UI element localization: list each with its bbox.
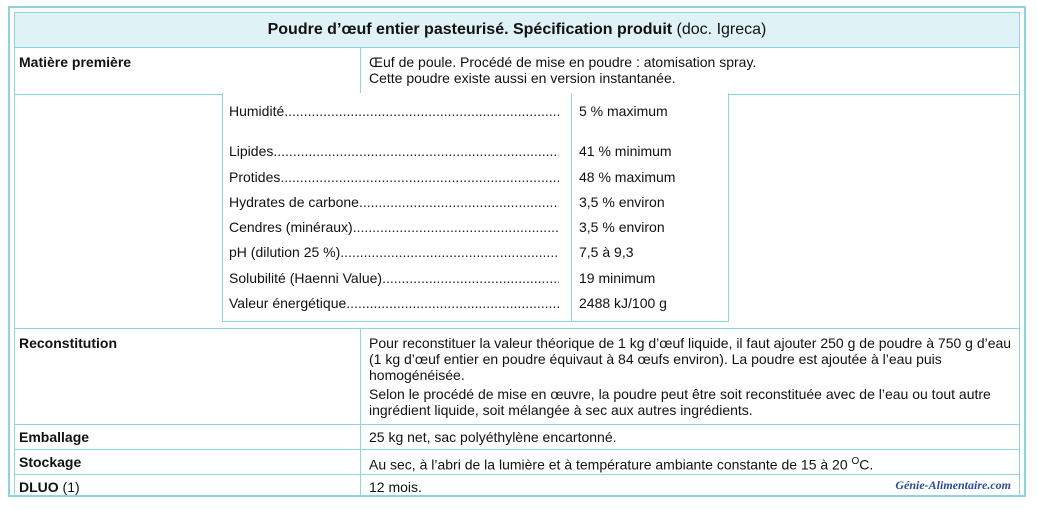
- spec-name: Cendres (minéraux) .....: [229, 217, 559, 237]
- spec-name: Lipides .....: [229, 141, 559, 161]
- spec-row-solubilite: [223, 268, 730, 288]
- spec-value: 7,5 à 9,3: [579, 244, 634, 260]
- title-bar: [14, 12, 1020, 48]
- stockage-label: Stockage: [15, 450, 361, 474]
- composition-table: [222, 93, 729, 322]
- spec-name: pH (dilution 25 %) .....: [229, 242, 559, 262]
- title-source: (doc. Igreca): [672, 21, 767, 38]
- spec-name: Protides .....: [229, 167, 559, 187]
- matiere-line-1: Œuf de poule. Procédé de mise en poudre : atomisation spray.: [369, 54, 757, 70]
- spec-row-cendres: [223, 217, 730, 237]
- title-main: Poudre d’œuf entier pasteurisé. Spécification produit: [267, 21, 673, 38]
- spec-value: 5 % maximum: [579, 103, 668, 119]
- dluo-label-bold: DLUO: [19, 479, 59, 495]
- row-stockage: [14, 450, 1020, 475]
- spec-value: 2488 kJ/100 g: [579, 295, 667, 311]
- dluo-label-note: (1): [58, 479, 80, 495]
- spec-row-protides: [223, 167, 730, 187]
- spec-name: Solubilité (Haenni Value) .....: [229, 268, 559, 288]
- spec-row-lipides: [223, 141, 730, 161]
- matiere-label: Matière première: [15, 48, 361, 94]
- spec-value: 19 minimum: [579, 270, 656, 286]
- spec-row-humidite: [223, 101, 730, 121]
- spec-row-hydrates: [223, 192, 730, 212]
- reconstitution-paragraph-2: Selon le procédé de mise en œuvre, la poudre peut être soit reconstituée avec de l’eau ou tout autre ingrédient liquide, soit mélangée à sec aux autres ingrédients.: [369, 386, 991, 418]
- spec-sheet: [8, 6, 1026, 497]
- spec-row-energie: [223, 293, 730, 313]
- spec-value: 3,5 % environ: [579, 219, 665, 235]
- spec-name: Valeur énergétique .....: [229, 293, 559, 313]
- reconstitution-value: [361, 329, 1019, 424]
- dluo-label: [15, 475, 361, 495]
- emballage-label: Emballage: [15, 425, 361, 449]
- reconstitution-label: Reconstitution: [15, 329, 361, 424]
- row-reconstitution: [14, 329, 1020, 425]
- matiere-value: [361, 48, 1019, 94]
- spec-value: 3,5 % environ: [579, 194, 665, 210]
- stockage-unit: C.: [859, 456, 874, 473]
- stockage-text: Au sec, à l’abri de la lumière et à température ambiante constante de 15 à 20: [369, 456, 852, 473]
- degree-mark: O: [851, 456, 860, 467]
- matiere-line-2: Cette poudre existe aussi en version instantanée.: [369, 70, 676, 86]
- reconstitution-paragraph-1: Pour reconstituer la valeur théorique de 1 kg d’œuf liquide, il faut ajouter 250 g de poudre à 750 g d’eau (1 kg d’œuf entier en poudre équivaut à 84 œufs environ). La poudre est ajoutée à l’eau puis homogénéisée.: [369, 335, 1012, 383]
- row-dluo: [14, 475, 1020, 495]
- spec-name: Humidité .....: [229, 101, 559, 121]
- emballage-value: 25 kg net, sac polyéthylène encartonné.: [369, 429, 617, 445]
- spec-value: 41 % minimum: [579, 143, 672, 159]
- dluo-value: 12 mois.: [369, 479, 422, 495]
- spec-row-ph: [223, 242, 730, 262]
- spec-name: Hydrates de carbone .....: [229, 192, 559, 212]
- stockage-value: [361, 450, 1019, 474]
- row-emballage: [14, 425, 1020, 450]
- spec-value: 48 % maximum: [579, 169, 676, 185]
- watermark-text: Génie-Alimentaire.com: [895, 478, 1011, 492]
- row-matiere: [14, 48, 1020, 95]
